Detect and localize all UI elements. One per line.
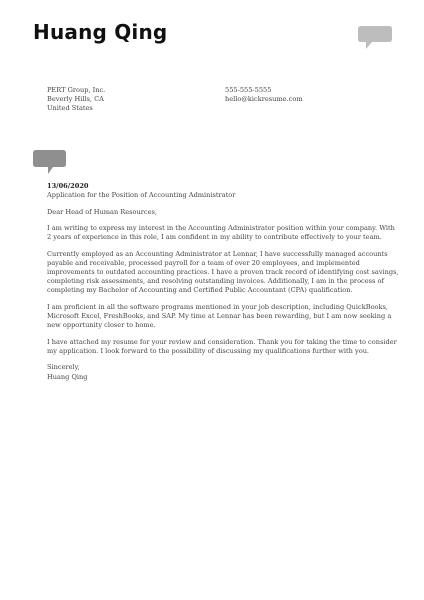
paragraph-line: payable and receivable, processed payroll for a team of over 20 employees, and implemented [47, 259, 360, 268]
paragraph-line: completing risk assessments, and resolving outstanding invoices. Additionally, I am in the process of [47, 277, 384, 286]
recipient-country: United States [47, 104, 93, 113]
paragraph-line: improvements to outdated accounting practices. I have a proven track record of identifying cost savings, [47, 268, 399, 277]
email-address: hello@kickresume.com [225, 95, 303, 104]
paragraph-line: my application. I look forward to the possibility of discussing my qualifications further with you. [47, 346, 370, 355]
recipient-city: Beverly Hills, CA [47, 95, 104, 104]
paragraph-line: I am writing to express my interest in the Accounting Administrator position within your company. With [47, 224, 395, 233]
sender-contact [225, 86, 303, 104]
paragraph-3 [47, 303, 392, 330]
paragraph-1 [47, 224, 395, 242]
paragraph-line: I am proficient in all the software programs mentioned in your job description, including QuickBooks, [47, 302, 388, 311]
paragraph-line: completing my Bachelor of Accounting and Certified Public Accountant (CPA) qualification. [47, 286, 353, 295]
applicant-name: Huang Qing [33, 20, 168, 44]
speech-bubble-icon [358, 26, 392, 50]
paragraph-line: Microsoft Excel, FreshBooks, and SAP. My time at Lennar has been rewarding, but I am now seeking a [47, 312, 392, 321]
letter-body [47, 182, 399, 382]
paragraph-2 [47, 249, 399, 295]
letter-subject: Application for the Position of Accounting Administrator [47, 191, 236, 200]
paragraph-line: Currently employed as an Accounting Administrator at Lennar, I have successfully managed accounts [47, 249, 388, 258]
phone-number: 555-555-5555 [225, 86, 272, 94]
paragraph-4 [47, 337, 397, 356]
paragraph-line: I have attached my resume for your review and consideration. Thank you for taking the time to consider [47, 337, 397, 346]
speech-bubble-icon [33, 150, 66, 175]
letter-date: 13/06/2020 [47, 182, 89, 190]
recipient-address [47, 86, 105, 114]
recipient-company: PERT Group, Inc. [47, 86, 106, 94]
letter-salutation: Dear Head of Human Resources, [47, 207, 157, 216]
letter-closing: Sincerely, [47, 363, 80, 372]
paragraph-line: 2 years of experience in this role, I am confident in my ability to contribute effectively to your team. [47, 233, 382, 242]
letter-signature: Huang Qing [47, 372, 88, 381]
paragraph-line: new opportunity closer to home. [47, 321, 156, 330]
